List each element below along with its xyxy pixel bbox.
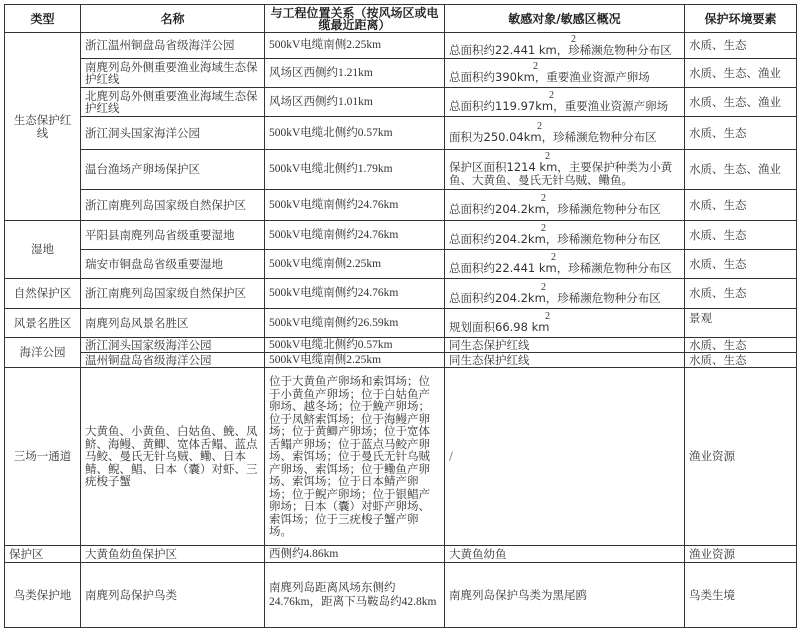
sensitive-cell: 2 总面积约204.2km，珍稀濒危物种分布区 xyxy=(445,221,685,250)
distance-cell: 500kV电缆南侧2.25km xyxy=(265,250,445,279)
header-distance: 与工程位置关系（按风场区或电缆最近距离） xyxy=(265,5,445,33)
distance-cell: 500kV电缆南侧约24.76km xyxy=(265,221,445,250)
distance-cell: 500kV电缆南侧2.25km xyxy=(265,33,445,59)
name-cell: 大黄鱼、小黄鱼、白姑鱼、鮸、凤鲚、海鳗、黄鲫、宽体舌鳎、蓝点马鲛、曼氏无针乌贼、鳓、日本鲭、鲵、鲳、日本（囊）对虾、三疣梭子蟹 xyxy=(81,368,265,546)
name-cell: 温州铜盘岛省级海洋公园 xyxy=(81,353,265,368)
type-cell: 风景名胜区 xyxy=(5,309,81,338)
header-sensitive: 敏感对象/敏感区概况 xyxy=(445,5,685,33)
table-row xyxy=(5,546,797,563)
table-row xyxy=(5,117,797,150)
table-row xyxy=(5,368,797,546)
name-cell: 平阳县南麂列岛省级重要湿地 xyxy=(81,221,265,250)
sensitive-cell: 2 总面积约119.97km，重要渔业资源产卵场 xyxy=(445,88,685,117)
header-name: 名称 xyxy=(81,5,265,33)
distance-cell: 500kV电缆南侧2.25km xyxy=(265,353,445,368)
env-cell: 水质、生态 xyxy=(685,221,797,250)
superscript: 2 xyxy=(541,193,546,204)
table-row xyxy=(5,353,797,368)
name-cell: 浙江洞头国家级海洋公园 xyxy=(81,338,265,353)
name-cell: 南麂列岛保护鸟类 xyxy=(81,563,265,628)
header-type: 类型 xyxy=(5,5,81,33)
name-cell: 浙江温州铜盘岛省级海洋公园 xyxy=(81,33,265,59)
name-cell: 南麂列岛风景名胜区 xyxy=(81,309,265,338)
table-row xyxy=(5,150,797,190)
superscript: 2 xyxy=(541,281,546,293)
distance-cell: 风场区西侧约1.21km xyxy=(265,59,445,88)
sensitive-cell: 同生态保护红线 xyxy=(445,338,685,353)
superscript: 2 xyxy=(545,151,550,162)
table-row xyxy=(5,563,797,628)
type-cell: 生态保护红线 xyxy=(5,33,81,221)
superscript: 2 xyxy=(549,90,554,101)
env-cell: 水质、生态 xyxy=(685,117,797,150)
sensitive-cell: 同生态保护红线 xyxy=(445,353,685,368)
table-row xyxy=(5,250,797,279)
name-cell: 北麂列岛外侧重要渔业海域生态保护红线 xyxy=(81,88,265,117)
sensitive-cell: 2 规划面积66.98 km xyxy=(445,309,685,338)
sensitive-cell: 2 保护区面积1214 km，主要保护种类为小黄鱼、大黄鱼、曼氏无针乌贼、鳓鱼。 xyxy=(445,150,685,190)
env-cell: 水质、生态 xyxy=(685,279,797,309)
sensitive-cell: 南麂列岛保护鸟类为黑尾鸥 xyxy=(445,563,685,628)
type-cell: 三场一通道 xyxy=(5,368,81,546)
header-env: 保护环境要素 xyxy=(685,5,797,33)
sensitive-targets-table xyxy=(4,4,797,628)
superscript: 2 xyxy=(545,311,550,322)
env-cell: 景观 xyxy=(685,309,797,338)
distance-cell: 500kV电缆南侧约26.59km xyxy=(265,309,445,338)
distance-cell: 位于大黄鱼产卵场和索饵场；位于小黄鱼产卵场；位于白姑鱼产卵场、越冬场；位于鮸产卵场；位于凤鲚索饵场；位于海鳗产卵场；位于黄鲫产卵场；位于宽体舌鳎产卵场；位于蓝点马鲛产卵场、索饵场；位于曼氏无针乌贼产卵场、索饵场；位于鳓鱼产卵场、索饵场；位于日本鲭产卵场；位于鲵产卵场；位于银鲳产卵场；日本（囊）对虾产卵场、索饵场；位于三疣梭子蟹产卵场。 xyxy=(265,368,445,546)
sensitive-cell: 2 总面积约22.441 km，珍稀濒危物种分布区 xyxy=(445,250,685,279)
sensitive-cell: 2 总面积约390km，重要渔业资源产卵场 xyxy=(445,59,685,88)
type-cell: 鸟类保护地 xyxy=(5,563,81,628)
table-row xyxy=(5,190,797,221)
name-cell: 南麂列岛外侧重要渔业海域生态保护红线 xyxy=(81,59,265,88)
name-cell: 温台渔场产卵场保护区 xyxy=(81,150,265,190)
type-cell: 海洋公园 xyxy=(5,338,81,368)
env-cell: 水质、生态 xyxy=(685,33,797,59)
env-cell: 水质、生态 xyxy=(685,353,797,368)
name-cell: 大黄鱼幼鱼保护区 xyxy=(81,546,265,563)
distance-cell: 500kV电缆北侧约0.57km xyxy=(265,338,445,353)
env-cell: 鸟类生境 xyxy=(685,563,797,628)
distance-cell: 西侧约4.86km xyxy=(265,546,445,563)
type-cell: 自然保护区 xyxy=(5,279,81,309)
table-row xyxy=(5,338,797,353)
table-row xyxy=(5,221,797,250)
header-row xyxy=(5,5,797,33)
type-cell: 保护区 xyxy=(5,546,81,563)
sensitive-cell: 2 总面积约204.2km，珍稀濒危物种分布区 xyxy=(445,279,685,309)
distance-cell: 500kV电缆南侧约24.76km xyxy=(265,190,445,221)
env-cell: 渔业资源 xyxy=(685,546,797,563)
distance-cell: 风场区西侧约1.01km xyxy=(265,88,445,117)
distance-cell: 500kV电缆北侧约0.57km xyxy=(265,117,445,150)
table-row xyxy=(5,309,797,338)
superscript: 2 xyxy=(571,33,576,45)
name-cell: 浙江南麂列岛国家级自然保护区 xyxy=(81,279,265,309)
table-row xyxy=(5,59,797,88)
type-cell: 湿地 xyxy=(5,221,81,279)
table-row xyxy=(5,279,797,309)
env-cell: 水质、生态、渔业 xyxy=(685,150,797,190)
superscript: 2 xyxy=(537,121,542,132)
distance-cell: 南麂列岛距离风场东侧约24.76km，距离下马鞍岛约42.8km xyxy=(265,563,445,628)
table-row xyxy=(5,88,797,117)
superscript: 2 xyxy=(551,252,556,263)
env-cell: 水质、生态 xyxy=(685,190,797,221)
sensitive-cell: 2 总面积约204.2km，珍稀濒危物种分布区 xyxy=(445,190,685,221)
env-cell: 水质、生态 xyxy=(685,250,797,279)
sensitive-cell: / xyxy=(445,368,685,546)
env-cell: 水质、生态 xyxy=(685,338,797,353)
superscript: 2 xyxy=(541,223,546,234)
distance-cell: 500kV电缆北侧约1.79km xyxy=(265,150,445,190)
env-cell: 水质、生态、渔业 xyxy=(685,88,797,117)
name-cell: 瑞安市铜盘岛省级重要湿地 xyxy=(81,250,265,279)
env-cell: 水质、生态、渔业 xyxy=(685,59,797,88)
sensitive-cell: 2 总面积约22.441 km，珍稀濒危物种分布区 xyxy=(445,33,685,59)
env-cell: 渔业资源 xyxy=(685,368,797,546)
superscript: 2 xyxy=(533,61,538,72)
sensitive-cell: 2 面积为250.04km，珍稀濒危物种分布区 xyxy=(445,117,685,150)
table-row xyxy=(5,33,797,59)
name-cell: 浙江南麂列岛国家级自然保护区 xyxy=(81,190,265,221)
sensitive-cell: 大黄鱼幼鱼 xyxy=(445,546,685,563)
distance-cell: 500kV电缆南侧约24.76km xyxy=(265,279,445,309)
name-cell: 浙江洞头国家海洋公园 xyxy=(81,117,265,150)
